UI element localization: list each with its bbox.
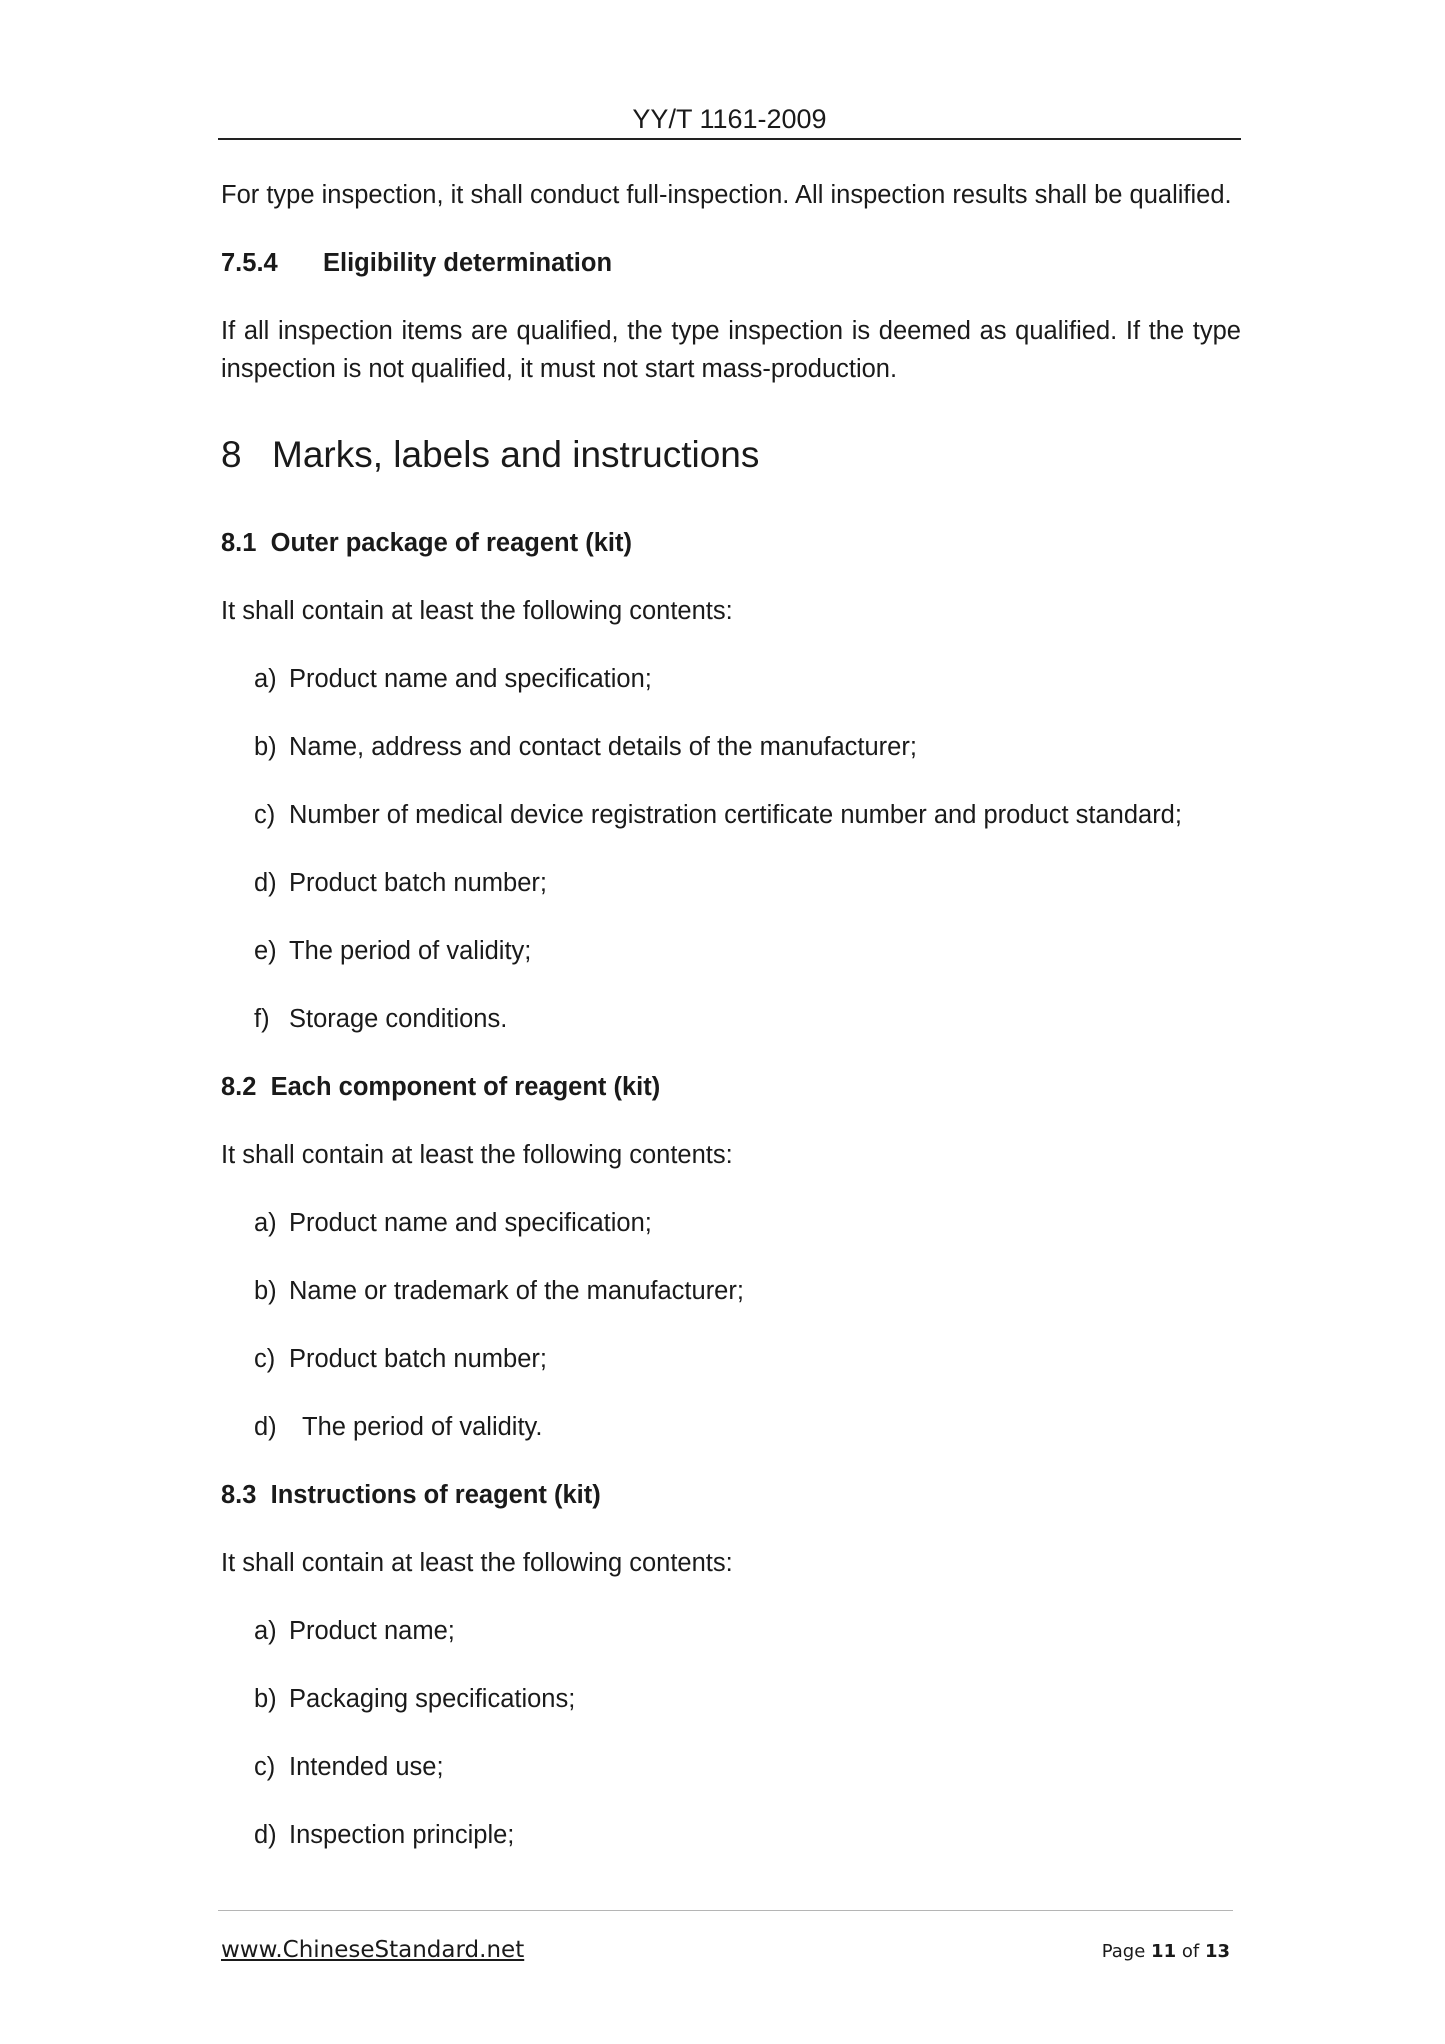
list-marker: c) (254, 801, 276, 829)
list-item (254, 796, 1182, 834)
section-number: 7.5.4 (221, 249, 278, 277)
list-text: The period of validity. (302, 1413, 543, 1441)
list-text: Intended use; (289, 1753, 444, 1781)
list-item (254, 1816, 514, 1854)
list-marker: e) (254, 937, 277, 965)
standard-code-header: YY/T 1161-2009 (632, 104, 827, 134)
list-marker: b) (254, 1277, 277, 1305)
list-text: Name or trademark of the manufacturer; (289, 1277, 744, 1305)
list-item (254, 1204, 652, 1242)
section-8-3-heading: 8.3 Instructions of reagent (kit) (221, 1481, 601, 1509)
list-item (254, 1612, 455, 1650)
section-8-3-intro: It shall contain at least the following contents: (221, 1549, 733, 1577)
section-8-1-intro: It shall contain at least the following contents: (221, 597, 733, 625)
list-marker: c) (254, 1345, 276, 1373)
list-marker: c) (254, 1753, 276, 1781)
list-text: Product name; (289, 1617, 455, 1645)
list-item (254, 660, 652, 698)
list-text: Number of medical device registration certificate number and product standard; (289, 801, 1182, 829)
section-8-heading (221, 430, 759, 480)
footer-divider (218, 1910, 1233, 1911)
section-8-2-intro: It shall contain at least the following contents: (221, 1141, 733, 1169)
section-8-1-heading: 8.1 Outer package of reagent (kit) (221, 529, 632, 557)
section-8-2-heading: 8.2 Each component of reagent (kit) (221, 1073, 661, 1101)
section-title: Eligibility determination (323, 249, 613, 277)
list-item (254, 1680, 575, 1718)
section-number: 8 (221, 434, 242, 475)
page-word: Page (1101, 1941, 1146, 1962)
section-title: Marks, labels and instructions (272, 434, 760, 475)
list-marker: f) (254, 1005, 270, 1033)
list-text: Packaging specifications; (289, 1685, 576, 1713)
list-marker: d) (254, 1413, 277, 1441)
list-text: Inspection principle; (289, 1821, 515, 1849)
list-item (254, 1748, 444, 1786)
list-text: Product name and specification; (289, 665, 652, 693)
list-text: Name, address and contact details of the manufacturer; (289, 733, 917, 761)
section-7-5-4-heading (221, 244, 612, 282)
list-marker: d) (254, 869, 277, 897)
list-marker: b) (254, 733, 277, 761)
website-link[interactable]: www.ChineseStandard.net (221, 1937, 525, 1963)
page-total: 13 (1204, 1941, 1230, 1962)
list-item (254, 1000, 507, 1038)
page-of: of (1181, 1941, 1200, 1962)
list-item (254, 1340, 547, 1378)
page-number (1050, 1938, 1230, 1966)
list-item (254, 864, 547, 902)
section-7-5-4-text: If all inspection items are qualified, the type inspection is deemed as qualified. If the type inspection is not qualified, it must not start mass-production. (221, 317, 1241, 383)
list-text: Product batch number; (289, 1345, 547, 1373)
page-current: 11 (1151, 1941, 1177, 1962)
list-item (254, 932, 531, 970)
header-divider (218, 138, 1241, 140)
list-text: Product name and specification; (289, 1209, 652, 1237)
list-marker: a) (254, 1209, 277, 1237)
list-marker: b) (254, 1685, 277, 1713)
list-marker: d) (254, 1821, 277, 1849)
list-item (254, 1272, 744, 1310)
list-item (254, 728, 917, 766)
list-text: Storage conditions. (289, 1005, 508, 1033)
intro-paragraph: For type inspection, it shall conduct full-inspection. All inspection results shall be qualified. (221, 181, 1232, 209)
list-marker: a) (254, 1617, 277, 1645)
list-text: The period of validity; (289, 937, 532, 965)
list-item (254, 1408, 542, 1446)
list-text: Product batch number; (289, 869, 547, 897)
list-marker: a) (254, 665, 277, 693)
